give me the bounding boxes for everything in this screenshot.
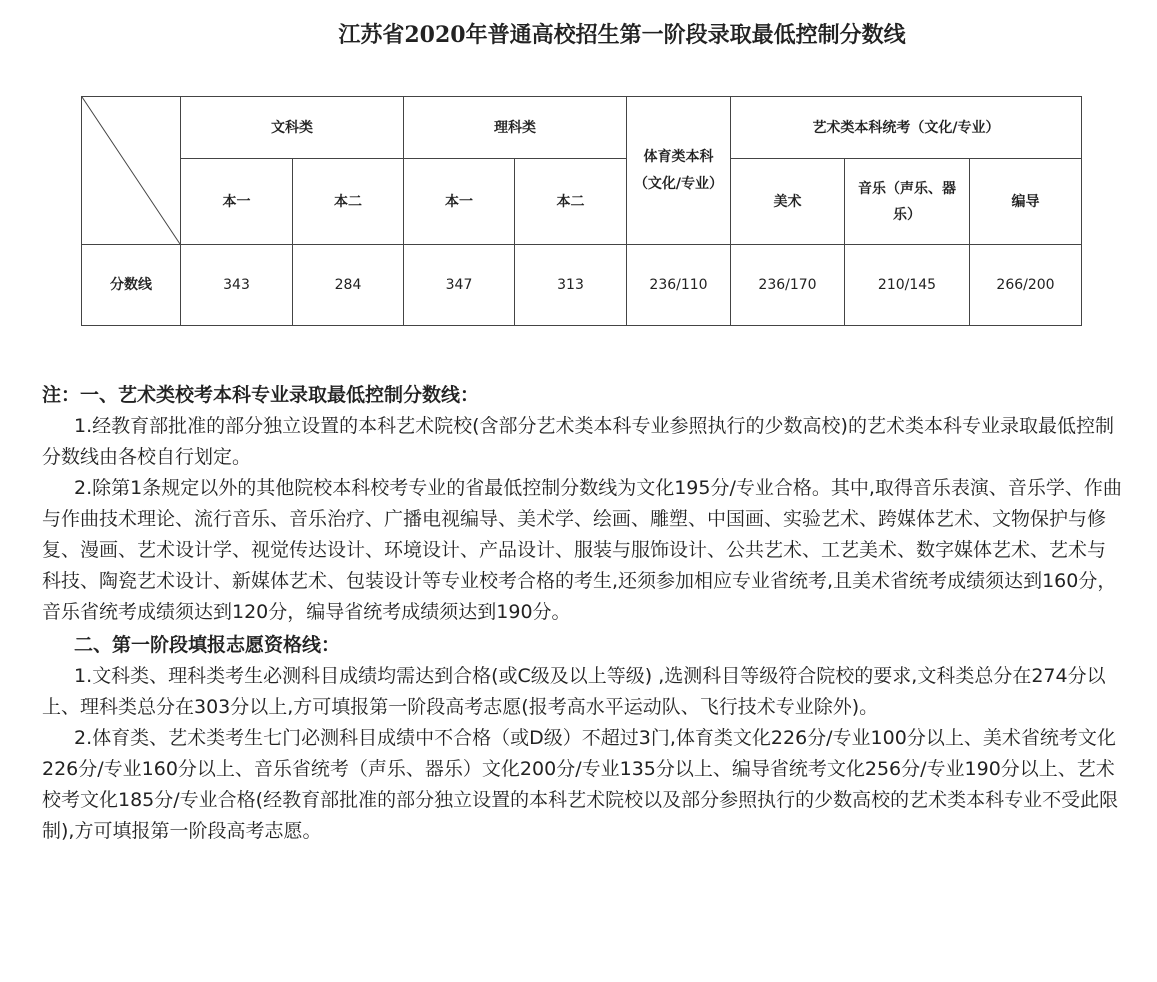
value-wk-ben1: 343 [181,245,293,326]
note-paragraph-3: 1.文科类、理科类考生必测科目成绩均需达到合格(或C级及以上等级) ,选测科目等级符合院校的要求,文科类总分在274分以上、理科类总分在303分以上,方可填报第一阶段高考志愿(报考高水平运动队、飞行技术专业除外)。 [42,665,1106,718]
page-title: 江苏省2020年普通高校招生第一阶段录取最低控制分数线 [338,22,906,48]
header-wk-ben1: 本一 [181,159,293,245]
note-paragraph-2: 2.除第1条规定以外的其他院校本科校考专业的省最低控制分数线为文化195分/专业合格。其中,取得音乐表演、音乐学、作曲与作曲技术理论、流行音乐、音乐治疗、广播电视编导、美术学、绘画、雕塑、中国画、实验艺术、跨媒体艺术、文物保护与修复、漫画、艺术设计学、视觉传达设计、环境设计、产品设计、服装与服饰设计、公共艺术、工艺美术、数字媒体艺术、艺术与科技、陶瓷艺术设计、新媒体艺术、包装设计等专业校考合格的考生,还须参加相应专业省统考,且美术省统考成绩须达到160分，音乐省统考成绩须达到120分，编导省统考成绩须达到190分。 [42,477,1122,623]
header-yinyue-label: 音乐（声乐、器乐） [858,180,956,223]
header-yishu: 艺术类本科统考（文化/专业） [731,97,1082,159]
header-yinyue [845,159,970,245]
header-wk-ben2: 本二 [293,159,404,245]
diagonal-line [82,97,180,244]
value-wk-ben2: 284 [293,245,404,326]
header-biandao: 编导 [970,159,1082,245]
value-tiyu: 236/110 [627,245,731,326]
note-paragraph-1: 1.经教育部批准的部分独立设置的本科艺术院校(含部分艺术类本科专业参照执行的少数高校)的艺术类本科专业录取最低控制分数线由各校自行划定。 [42,415,1114,468]
header-lk-ben2: 本二 [515,159,627,245]
value-lk-ben1: 347 [404,245,515,326]
header-meishu: 美术 [731,159,845,245]
value-meishu: 236/170 [731,245,845,326]
header-lk-ben1: 本一 [404,159,515,245]
header-tiyu [627,97,731,245]
notes-section [42,380,1122,847]
diagonal-header-cell [82,97,181,245]
row-label-score: 分数线 [82,245,181,326]
value-yinyue: 210/145 [845,245,970,326]
header-wenke: 文科类 [181,97,404,159]
score-table [81,96,1082,326]
value-biandao: 266/200 [970,245,1082,326]
note-paragraph-4: 2.体育类、艺术类考生七门必测科目成绩中不合格（或D级）不超过3门,体育类文化226分/专业100分以上、美术省统考文化226分/专业160分以上、音乐省统考（声乐、器乐）文化200分/专业135分以上、编导省统考文化256分/专业190分以上、艺术校考文化185分/专业合格(经教育部批准的部分独立设置的本科艺术院校以及部分参照执行的少数高校的艺术类本科专业不受此限制),方可填报第一阶段高考志愿。 [42,727,1119,842]
header-like: 理科类 [404,97,627,159]
notes-heading-2: 二、第一阶段填报志愿资格线： [74,634,341,656]
value-lk-ben2: 313 [515,245,627,326]
notes-heading-1: 注：一、艺术类校考本科专业录取最低控制分数线： [42,384,480,406]
header-tiyu-label: 体育类本科（文化/专业） [633,148,724,192]
